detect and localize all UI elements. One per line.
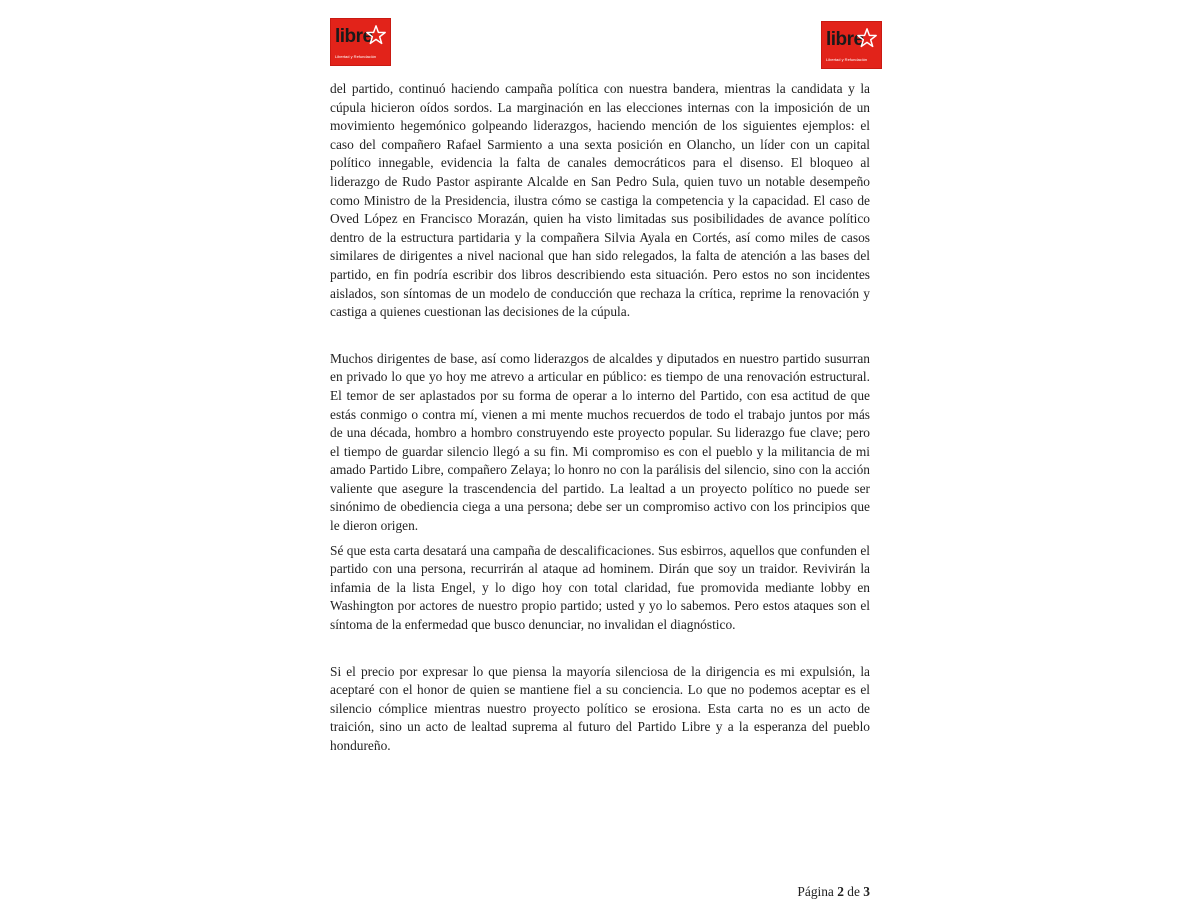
paragraph: Si el precio por expresar lo que piensa la mayoría silenciosa de la dirigencia es mi expulsión, la aceptaré con el honor de quien se mantiene fiel a su conciencia. Lo que no podemos aceptar es el silencio cómplice mientras nuestro proyecto político se erosiona. Esta carta no es un acto de traición, sino un acto de lealtad suprema al futuro del Partido Libre y a la esperanza del pueblo hondureño. [330,663,870,753]
logo-tagline: Libertad y Refundación [826,57,868,62]
party-logo-left [330,18,391,66]
of-label: de [847,884,860,899]
page-number [797,883,870,901]
logo-wordmark: libre [335,26,373,47]
paragraph: del partido, continuó haciendo campaña política con nuestra bandera, mientras la candidata y la cúpula hicieron oídos sordos. La marginación en las elecciones internas con la imposición de un movimiento hegemónico golpeando liderazgos, haciendo mención de los siguientes ejemplos: el caso del compañero Rafael Sarmiento a una sexta posición en Olancho, un líder con un capital político innegable, evidencia la falta de canales democráticos para el disenso. El bloqueo al liderazgo de Rudo Pastor aspirante Alcalde en San Pedro Sula, quien tuvo un notable desempeño como Ministro de la Presidencia, ilustra cómo se castiga la competencia y la capacidad. El caso de Oved López en Francisco Morazán, quien ha visto limitadas sus posibilidades de avance político dentro de la estructura partidaria y la compañera Silvia Ayala en Cortés, así como miles de casos similares de dirigentes a nivel nacional que han sido relegados, la falta de atención a las bases del partido, en fin podría escribir dos libros describiendo esta situación. Pero estos no son incidentes aislados, son síntomas de un modelo de conducción que rechaza la crítica, reprime la renovación y castiga a quienes cuestionan las decisiones de la cúpula. [330,81,870,320]
total-pages: 3 [863,884,870,899]
paragraph: Sé que esta carta desatará una campaña de descalificaciones. Sus esbirros, aquellos que confunden el partido con una persona, recurrirán al ataque ad hominem. Dirán que soy un traidor. Revivirán la infamia de la lista Engel, y lo digo hoy con total claridad, fue promovida mediante lobby en Washington por actores de nuestro propio partido; usted y yo lo sabemos. Pero estos ataques son el síntoma de la enfermedad que busco denunciar, no invalidan el diagnóstico. [330,542,870,633]
page-label: Página [797,884,834,899]
letter-body [330,80,870,756]
logo-wordmark: libre [826,29,864,50]
paragraph: Muchos dirigentes de base, así como liderazgos de alcaldes y diputados en nuestro partido susurran en privado lo que yo hoy me atrevo a articular en público: es tiempo de una renovación estructural. El temor de ser aplastados por su forma de operar a lo interno del Partido, con esa actitud de que estás conmigo o contra mí, vienen a mi mente muchos recuerdos de todo el trabajo juntos por más de una década, hombro a hombro construyendo este proyecto popular. Su liderazgo fue clave; pero el tiempo de guardar silencio llegó a su fin. Mi compromiso es con el pueblo y la militancia de mi amado Partido Libre, compañero Zelaya; lo honro no con la parálisis del silencio, sino con la acción valiente que asegure la trascendencia del partido. La lealtad a un proyecto político no puede ser sinónimo de obediencia ciega a una persona; debe ser un compromiso activo con los principios que le dieron origen. [330,350,870,534]
paragraph-spacer [330,322,870,350]
current-page: 2 [837,884,844,899]
star-icon [856,27,878,49]
logo-tagline: Libertad y Refundación [335,54,377,59]
star-icon [365,24,387,46]
paragraph-spacer [330,635,870,663]
party-logo-right [821,21,882,69]
